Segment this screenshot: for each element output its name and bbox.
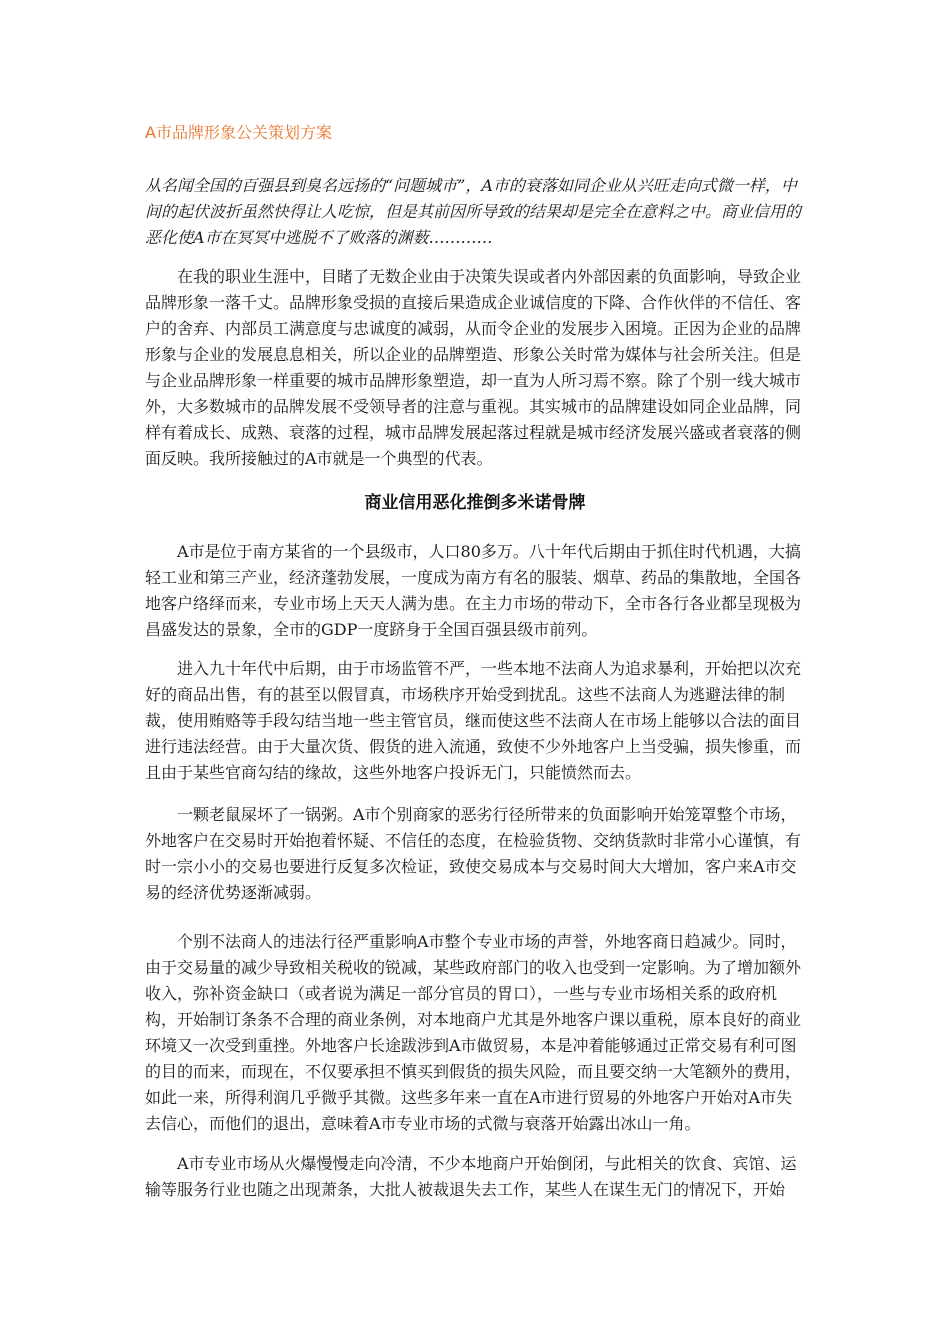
body-paragraph-3: 进入九十年代中后期，由于市场监管不严，一些本地不法商人为追求暴利，开始把以次充好的商品出售，有的甚至以假冒真，市场秩序开始受到扰乱。这些不法商人为逃避法律的制裁，使用贿赂等手段勾结当地一些主管官员，继而使这些不法商人在市场上能够以合法的面目进行违法经营。由于大量次货、假货的进入流通，致使不少外地客户上当受骗，损失惨重，而且由于某些官商勾结的缘故，这些外地客户投诉无门，只能愤然而去。 — [145, 659, 802, 782]
body-paragraph-5: 个别不法商人的违法行径严重影响A市整个专业市场的声誉，外地客商日趋减少。同时，由于交易量的减少导致相关税收的锐减，某些政府部门的收入也受到一定影响。为了增加额外收入，弥补资金缺口（或者说为满足一部分官员的胃口），一些与专业市场相关系的政府机构，开始制订条条不合理的商业条例，对本地商户尤其是外地客户课以重税，原本良好的商业环境又一次受到重挫。外地客户长途跋涉到A市做贸易，本是冲着能够通过正常交易有利可图的目的而来，而现在，不仅要承担不慎买到假货的损失风险，而且要交纳一大笔额外的费用，如此一来，所得利润几乎微乎其微。这些多年来一直在A市进行贸易的外地客户开始对A市失去信心，而他们的退出，意味着A市专业市场的式微与衰落开始露出冰山一角。 — [145, 932, 802, 1133]
intro-paragraph: 从名闻全国的百强县到臭名远扬的“问题城市”，A市的衰落如同企业从兴旺走向式微一样，中间的起伏波折虽然快得让人吃惊，但是其前因所导致的结果却是完全在意料之中。商业信用的恶化使A市在冥冥中逃脱不了败落的渊薮………… — [145, 176, 802, 247]
body-paragraph-6: A市专业市场从火爆慢慢走向冷清，不少本地商户开始倒闭，与此相关的饮食、宾馆、运输等服务行业也随之出现萧条，大批人被裁退失去工作，某些人在谋生无门的情况下，开始 — [145, 1154, 797, 1199]
body-paragraph-1: 在我的职业生涯中，目睹了无数企业由于决策失误或者内外部因素的负面影响，导致企业品牌形象一落千丈。品牌形象受损的直接后果造成企业诚信度的下降、合作伙伴的不信任、客户的舍弃、内部员工满意度与忠诚度的减弱，从而令企业的发展步入困境。正因为企业的品牌形象与企业的发展息息相关，所以企业的品牌塑造、形象公关时常为媒体与社会所关注。但是与企业品牌形象一样重要的城市品牌形象塑造，却一直为人所习焉不察。除了个别一线大城市外，大多数城市的品牌发展不受领导者的注意与重视。其实城市的品牌建设如同企业品牌，同样有着成长、成熟、衰落的过程，城市品牌发展起落过程就是城市经济发展兴盛或者衰落的侧面反映。我所接触过的A市就是一个典型的代表。 — [145, 267, 802, 468]
body-paragraph-2: A市是位于南方某省的一个县级市，人口80多万。八十年代后期由于抓住时代机遇，大搞轻工业和第三产业，经济蓬勃发展，一度成为南方有名的服装、烟草、药品的集散地，全国各地客户络绎而来，专业市场上天天人满为患。在主力市场的带动下，全市各行各业都呈现极为昌盛发达的景象，全市的GDP一度跻身于全国百强县级市前列。 — [145, 542, 802, 639]
document-title: A市品牌形象公关策划方案 — [145, 123, 332, 142]
section-heading: 商业信用恶化推倒多米诺骨牌 — [364, 493, 586, 513]
body-paragraph-4: 一颗老鼠屎坏了一锅粥。A市个别商家的恶劣行径所带来的负面影响开始笼罩整个市场，外地客户在交易时开始抱着怀疑、不信任的态度，在检验货物、交纳货款时非常小心谨慎，有时一宗小小的交易也要进行反复多次检证，致使交易成本与交易时间大大增加，客户来A市交易的经济优势逐渐减弱。 — [145, 805, 802, 902]
